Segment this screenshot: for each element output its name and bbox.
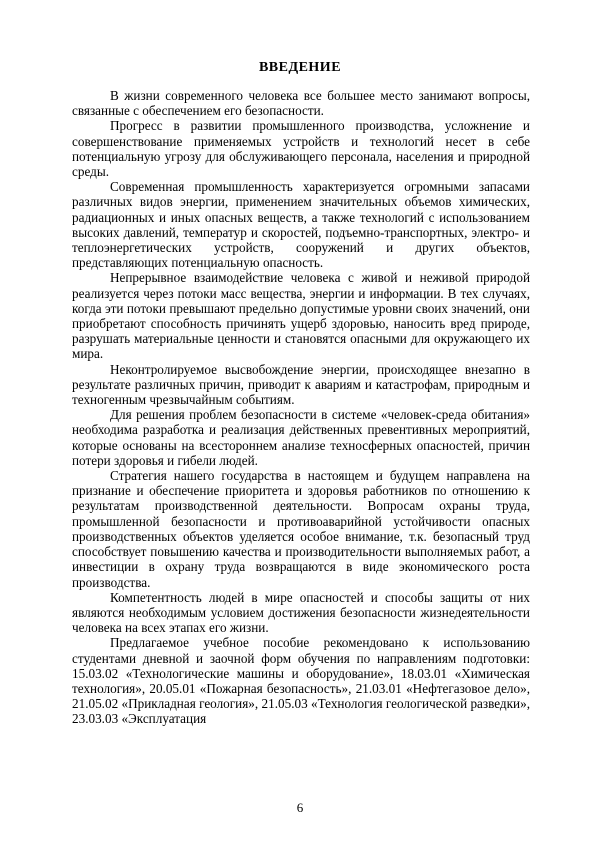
section-title: ВВЕДЕНИЕ — [258, 60, 342, 75]
paragraph-9: Предлагаемое учебное пособие рекомендовано к использованию студентами дневной и заочной форм обучения по направлениям подготовки: 15.03.02 «Технологические машины и оборудование», 18.03.01 «Химическая технология», 20.05.01 «Пожарная безопасность», 21.03.01 «Нефтегазовое дело», 21.05.02 «Прикладная геология», 21.05.03 «Технология геологической разведки», 23.03.03 «Эксплуатация — [72, 635, 530, 727]
paragraph-2: Прогресс в развитии промышленного производства, усложнение и совершенствование применяемых устройств и технологий несет в себе потенциальную угрозу для обслуживающего персонала, населения и природной среды. — [72, 118, 530, 180]
paragraph-1: В жизни современного человека все большее место занимают вопросы, связанные с обеспечением его безопасности. — [72, 88, 530, 119]
paragraph-5: Неконтролируемое высвобождение энергии, происходящее внезапно в результате различных причин, приводит к авариям и катастрофам, природным и техногенным чрезвычайным событиям. — [72, 361, 530, 408]
paragraph-4: Непрерывное взаимодействие человека с живой и неживой природой реализуется через потоки масс вещества, энергии и информации. В тех случаях, когда эти потоки превышают предельно допустимые уровни своих значений, они приобретают способность причинять ущерб здоровью, наносить вред природе, разрушать материальные ценности и становятся опасными для окружающего их мира. — [72, 270, 530, 362]
paragraph-3: Современная промышленность характеризуется огромными запасами различных видов энергии, применением значительных объемов химических, радиационных и иных опасных веществ, а также технологий с использованием высоких давлений, температур и скоростей, подъемно-транспортных, электро- и теплоэнергетических устройств, сооружений и других объектов, представляющих потенциальную опасность. — [72, 179, 530, 271]
paragraph-8: Компетентность людей в мире опасностей и способы защиты от них являются необходимым условием достижения безопасности жизнедеятельности человека на всех этапах его жизни. — [72, 589, 530, 636]
paragraph-7: Стратегия нашего государства в настоящем и будущем направлена на признание и обеспечение приоритета и здоровья работников по отношению к результатам производственной деятельности. Вопросам охраны труда, промышленной безопасности и противоаварийной устойчивости опасных производственных объектов уделяется особое внимание, т.к. безопасный труд способствует повышению качества и производительности выполняемых работ, а инвестиции в охрану труда возвращаются в виде экономического роста производства. — [72, 468, 530, 590]
paragraph-6: Для решения проблем безопасности в системе «человек-среда обитания» необходима разработка и реализация действенных превентивных мероприятий, которые основаны на всестороннем анализе техносферных опасностей, причин потери здоровья и гибели людей. — [72, 407, 530, 468]
page-number: 6 — [296, 800, 304, 815]
body-text — [72, 88, 530, 727]
